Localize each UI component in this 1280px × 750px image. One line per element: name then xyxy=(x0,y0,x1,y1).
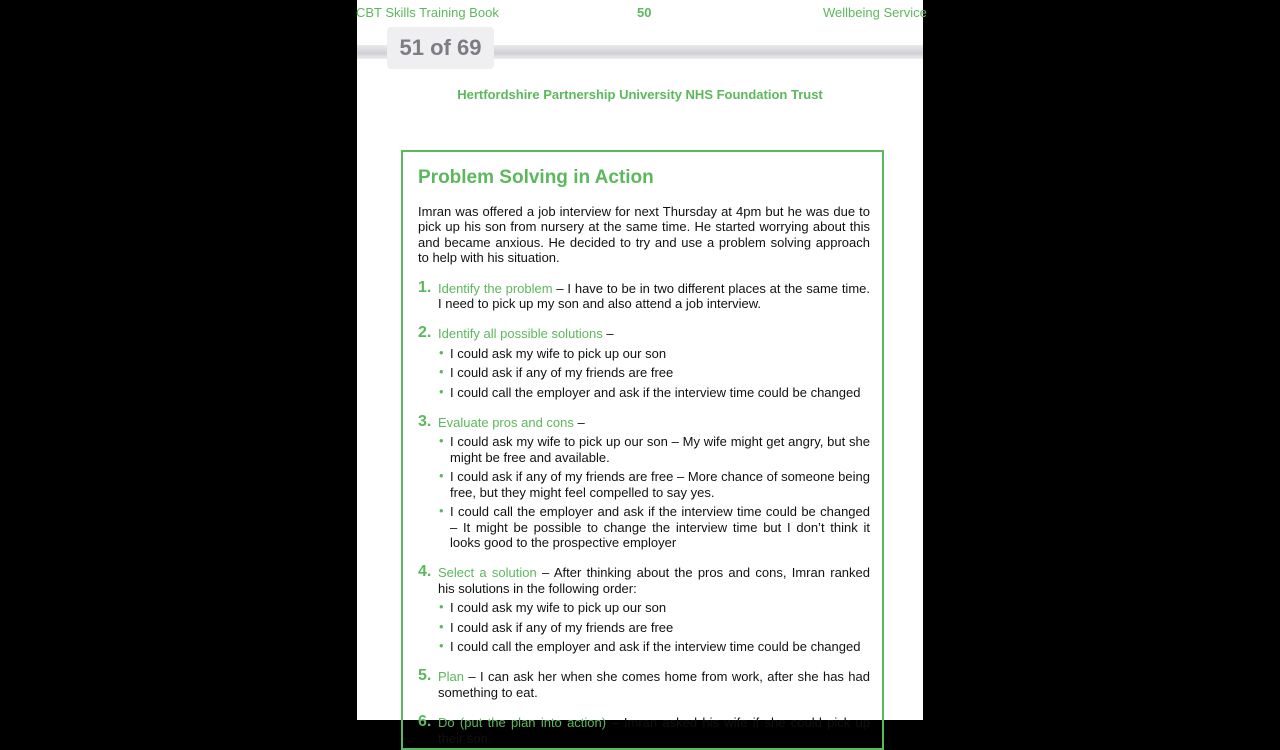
bullet-text: I could call the employer and ask if the interview time could be changed xyxy=(450,638,861,654)
step-text-line xyxy=(438,415,870,430)
step-title: Evaluate pros and cons xyxy=(438,415,574,431)
bullet-text: I could ask my wife to pick up our son xyxy=(450,345,667,361)
step-item xyxy=(418,415,870,550)
bullet-dot-icon: • xyxy=(439,637,444,653)
bullet-text: I could ask if any of my friends are free xyxy=(450,619,674,635)
bullet-dot-icon: • xyxy=(439,433,444,449)
content-box xyxy=(401,150,884,750)
document-page xyxy=(356,0,927,746)
step-text: – I can ask her when she comes home from work, after she has had something to eat. xyxy=(438,669,870,700)
bullet-item xyxy=(438,504,870,550)
step-text-line xyxy=(438,326,870,341)
bullet-dot-icon: • xyxy=(439,383,444,399)
bullet-item xyxy=(438,385,870,400)
bullet-dot-icon: • xyxy=(439,468,444,484)
bullet-dot-icon: • xyxy=(439,599,444,615)
step-bullets xyxy=(438,600,870,654)
section-title: Problem Solving in Action xyxy=(418,167,654,188)
page-counter-badge: 51 of 69 xyxy=(387,27,494,69)
bullet-text: I could call the employer and ask if the interview time could be changed xyxy=(450,384,861,400)
step-title: Select a solution xyxy=(438,565,537,581)
step-bullets xyxy=(438,346,870,400)
step-text: – xyxy=(573,415,585,431)
bullet-dot-icon: • xyxy=(439,344,444,360)
intro-paragraph: Imran was offered a job interview for next Thursday at 4pm but he was due to pick up his son from nursery at the same time. He started worrying about this and became anxious. He decided to try and use a problem solving approach to help with his situation. xyxy=(418,204,870,266)
step-text-line xyxy=(438,715,870,746)
bullet-text: I could call the employer and ask if the interview time could be changed – It might be possible to change the interview time but I don’t think it looks good to the prospective employer xyxy=(450,504,870,550)
step-number: 1. xyxy=(418,278,432,296)
step-item xyxy=(418,565,870,654)
step-bullets xyxy=(438,434,870,550)
content-inner xyxy=(418,167,870,746)
header-service-name: Wellbeing Service xyxy=(823,5,927,20)
bullet-text: I could ask my wife to pick up our son xyxy=(450,600,667,616)
step-number: 2. xyxy=(418,324,432,342)
step-title: Do (put the plan into action) xyxy=(438,715,607,731)
bullet-text: I could ask if any of my friends are free – More chance of someone being free, but they might feel compelled to say yes. xyxy=(450,469,870,500)
step-text-line xyxy=(438,669,870,700)
step-number: 6. xyxy=(418,713,432,731)
step-text: – xyxy=(602,326,614,342)
step-text: – I have to be in two different places at the same time. I need to pick up my son and also attend a job interview. xyxy=(438,280,870,312)
step-title: Identify all possible solutions xyxy=(438,326,603,342)
bullet-dot-icon: • xyxy=(439,364,444,380)
step-number: 3. xyxy=(418,413,432,431)
step-item xyxy=(418,669,870,700)
step-item xyxy=(418,278,870,312)
step-title: Identify the problem xyxy=(438,280,553,296)
step-text: – Imran asked his wife if she could pick up their son. xyxy=(438,715,870,746)
header-page-number: 50 xyxy=(637,5,652,20)
step-title: Plan xyxy=(438,669,465,685)
bullet-item xyxy=(438,346,870,361)
step-text-line xyxy=(438,565,870,596)
bullet-text: I could ask my wife to pick up our son – My wife might get angry, but she might be free and available. xyxy=(450,434,870,465)
bullet-item xyxy=(438,434,870,465)
bullet-dot-icon: • xyxy=(439,618,444,634)
steps-list xyxy=(418,278,870,746)
bullet-item xyxy=(438,620,870,635)
step-item xyxy=(418,326,870,400)
trust-name: Hertfordshire Partnership University NHS Foundation Trust xyxy=(457,87,823,102)
bullet-dot-icon: • xyxy=(439,503,444,519)
step-item xyxy=(418,715,870,746)
bullet-item xyxy=(438,365,870,380)
step-text: – After thinking about the pros and cons, Imran ranked his solutions in the following order: xyxy=(438,565,870,596)
step-number: 5. xyxy=(418,667,432,685)
bullet-item xyxy=(438,639,870,654)
bullet-text: I could ask if any of my friends are free xyxy=(450,365,674,381)
bullet-item xyxy=(438,600,870,615)
step-text-line xyxy=(438,281,870,312)
bullet-item xyxy=(438,469,870,500)
header-book-title: CBT Skills Training Book xyxy=(356,5,499,20)
step-number: 4. xyxy=(418,563,432,581)
